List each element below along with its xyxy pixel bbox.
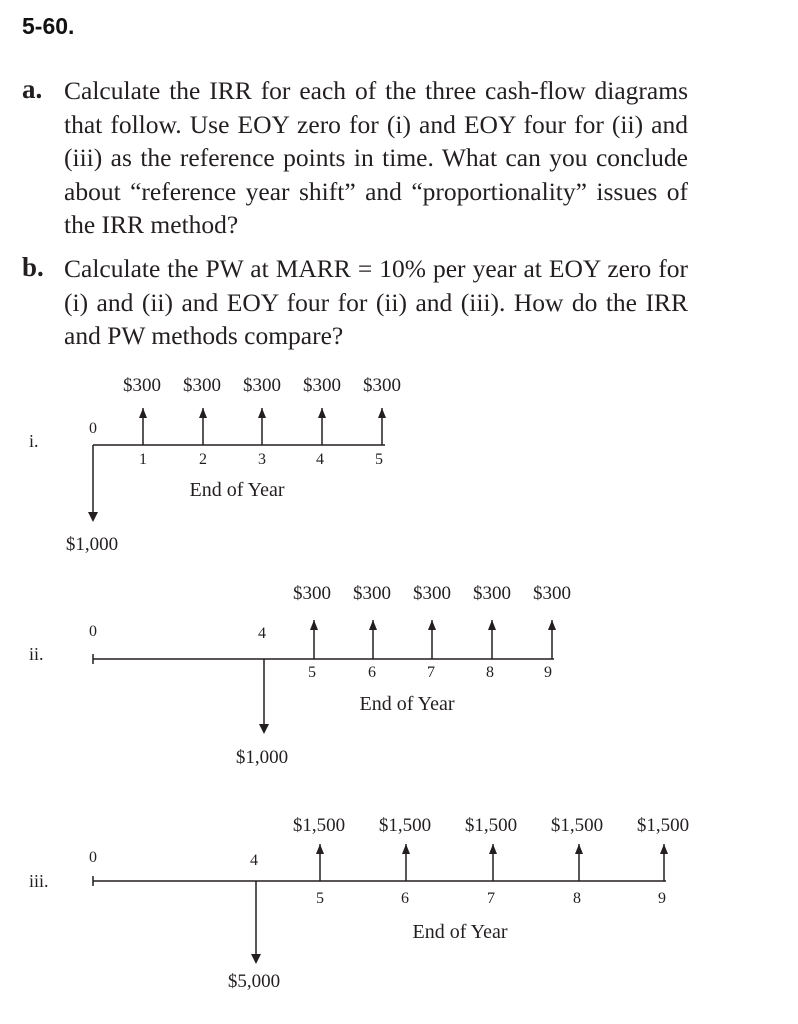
diagram-i-inflow-label-1: $300 [123, 375, 161, 396]
diagram-ii-year-9: 9 [544, 664, 552, 681]
diagram-ii-inflow-label-9: $300 [533, 583, 571, 604]
part-a-label: a. [22, 74, 43, 104]
diagram-i-inflow-label-3: $300 [243, 375, 281, 396]
diagram-iii-year-0: 0 [89, 849, 97, 866]
diagram-ii-outflow-arrowhead [259, 724, 269, 734]
diagram-iii-inflow-label-9: $1,500 [636, 815, 690, 836]
diagram-ii-year-4: 4 [258, 625, 266, 642]
part-b-label: b. [22, 252, 44, 282]
diagram-iii-outflow-arrowhead [251, 954, 261, 964]
cash-flow-diagram-iii [0, 800, 798, 1010]
diagram-i-inflow-label-4: $300 [303, 375, 341, 396]
diagram-iii-year-6: 6 [401, 890, 409, 907]
diagram-iii-inflow-label-6: $1,500 [378, 815, 432, 836]
diagram-i-year-1: 1 [139, 451, 147, 468]
cash-flow-diagram-iii-svg [0, 800, 798, 1010]
diagram-iii-year-4: 4 [250, 852, 258, 869]
diagram-iii-year-9: 9 [658, 890, 666, 907]
diagram-i-outflow-label: $1,000 [65, 534, 119, 555]
part-a-text: Calculate the IRR for each of the three cash-flow diagrams that follow. Use EOY zero for (i) and EOY four for (ii) and (iii) as the reference points in time. What can you conclude about “reference year shift” and “proportionality” issues of the IRR method? [64, 76, 688, 239]
diagram-i-year-4: 4 [316, 451, 324, 468]
cash-flow-diagram-ii-svg [0, 574, 798, 774]
diagram-iii-year-7: 7 [487, 890, 495, 907]
cash-flow-diagram-i-svg [0, 360, 798, 560]
diagram-ii-year-0: 0 [89, 623, 97, 640]
diagram-ii-inflow-label-8: $300 [473, 583, 511, 604]
problem-number: 5-60. [22, 13, 75, 39]
diagram-iii-axis-label: End of Year [412, 921, 508, 943]
diagram-ii-year-6: 6 [368, 664, 376, 681]
diagram-i-year-2: 2 [199, 451, 207, 468]
diagram-ii-year-5: 5 [308, 664, 316, 681]
diagram-i-outflow-arrowhead [88, 512, 98, 522]
diagram-iii-inflow-label-8: $1,500 [550, 815, 604, 836]
diagram-ii-inflow-label-5: $300 [293, 583, 331, 604]
diagram-iii-label: iii. [29, 871, 49, 891]
diagram-iii-inflow-label-7: $1,500 [464, 815, 518, 836]
diagram-i-year-0: 0 [89, 420, 97, 437]
diagram-ii-inflow-label-6: $300 [353, 583, 391, 604]
diagram-i-inflow-label-5: $300 [363, 375, 401, 396]
cash-flow-diagram-ii [0, 574, 798, 774]
diagram-ii-inflow-label-7: $300 [413, 583, 451, 604]
diagram-ii-year-8: 8 [486, 664, 494, 681]
diagram-ii-axis-label: End of Year [359, 693, 455, 715]
cash-flow-diagram-i [0, 360, 798, 560]
diagram-iii-year-8: 8 [573, 890, 581, 907]
diagram-i-label: i. [29, 431, 39, 451]
diagram-ii-label: ii. [29, 644, 44, 664]
diagram-iii-inflow-label-5: $1,500 [292, 815, 346, 836]
diagram-i-inflow-label-2: $300 [183, 375, 221, 396]
part-b-text: Calculate the PW at MARR = 10% per year at EOY zero for (i) and (ii) and EOY four for (ii) and (iii). How do the IRR and PW methods compare? [64, 254, 688, 350]
diagram-i-axis-label: End of Year [189, 479, 285, 501]
diagram-iii-outflow-label: $5,000 [227, 971, 281, 992]
diagram-i-year-3: 3 [258, 451, 266, 468]
diagram-ii-year-7: 7 [427, 664, 435, 681]
diagram-iii-year-5: 5 [316, 890, 324, 907]
diagram-ii-outflow-label: $1,000 [235, 747, 289, 768]
diagram-i-year-5: 5 [375, 451, 383, 468]
